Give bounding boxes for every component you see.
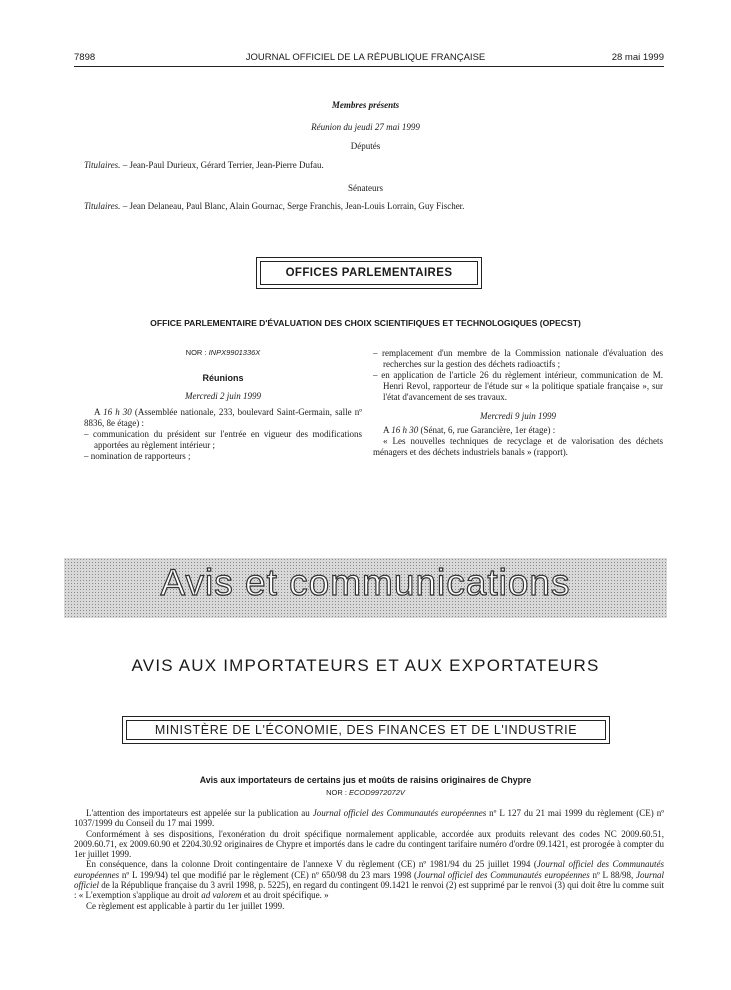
agenda-item-2: – nomination de rapporteurs ; <box>84 451 191 461</box>
agenda-item-1: – communication du président sur l'entrée en vigueur des modifications apportées au règlement intérieur ; <box>84 429 362 450</box>
deputes-line <box>84 160 324 171</box>
offices-box-title: OFFICES PARLEMENTAIRES <box>260 261 478 285</box>
opecst-title: OFFICE PARLEMENTAIRE D'ÉVALUATION DES CHOIX SCIENTIFIQUES ET TECHNOLOGIQUES (OPECST) <box>150 318 581 328</box>
notice-nor-label: NOR : <box>326 788 350 797</box>
avis-heading: AVIS AUX IMPORTATEURS ET AUX EXPORTATEURS <box>131 656 600 675</box>
reunion-2-time: 16 h 30 <box>391 425 419 435</box>
reunion-2-place: (Sénat, 6, rue Garancière, 1er étage) : <box>418 425 556 435</box>
reunion-date-1: Mercredi 2 juin 1999 <box>184 391 262 401</box>
senateurs-line <box>84 201 464 212</box>
notice-title: Avis aux importateurs de certains jus et moûts de raisins originaires de Chypre <box>199 775 532 785</box>
avis-banner <box>64 558 667 618</box>
journal-title: JOURNAL OFFICIEL DE LA RÉPUBLIQUE FRANÇAISE <box>245 52 486 63</box>
membres-title: Membres présents <box>331 100 400 110</box>
header-rule <box>74 66 664 67</box>
prefix-a-2: A <box>383 425 392 435</box>
reunion-date: Réunion du jeudi 27 mai 1999 <box>311 122 420 132</box>
notice-paragraph-1 <box>74 808 664 829</box>
notice-paragraph-3 <box>74 859 664 900</box>
prefix-a: A <box>94 407 104 417</box>
notice-nor <box>0 788 731 797</box>
ministry-box <box>122 716 610 744</box>
senateurs-heading: Sénateurs <box>348 183 383 193</box>
p1-text-c: nº L 127 du 21 mai 1999 du règlement (CE) nº 1037/1999 du Conseil du 17 mai 1999. <box>74 808 664 829</box>
offices-nor-label: NOR : <box>185 348 209 357</box>
avis-banner-title: Avis et communications <box>160 562 571 603</box>
agenda-item-4: – en application de l'article 26 du règlement intérieur, communication de M. Henri Revol, rapporteur de l'étude sur « la politique spatiale française », sur l'état d'avancement de ses travaux. <box>373 370 663 402</box>
offices-nor-value: INPX9901336X <box>208 348 261 357</box>
p3-ad-valorem: ad valorem <box>201 890 242 901</box>
agenda-item-3: – remplacement d'un membre de la Commission nationale d'évaluation des recherches sur la gestion des déchets radioactifs ; <box>373 348 663 369</box>
reunions-title: Réunions <box>202 373 244 383</box>
ministry-name: MINISTÈRE DE L'ÉCONOMIE, DES FINANCES ET DE L'INDUSTRIE <box>126 720 606 740</box>
offices-right-column <box>373 348 663 458</box>
p3-journal-ref-2: Journal officiel des Communautés européennes <box>416 869 590 880</box>
deputes-label: Titulaires. <box>84 160 121 170</box>
p3-text-i: et au droit spécifique. » <box>241 890 329 901</box>
p3-text-e: nº L 88/98, <box>589 869 636 880</box>
senateurs-label: Titulaires. <box>84 201 121 211</box>
p3-text-g: de la République française du 3 avril 1998, p. 5225), en regard du contingent 09.1421 le renvoi (2) est supprimé par le renvoi (3) qui doit être lu comme suit : « L'exemption s'applique au droit <box>74 880 664 901</box>
p3-journal-ref-3: Journal officiel <box>74 869 664 891</box>
deputes-names: – Jean-Paul Durieux, Gérard Terrier, Jean-Pierre Dufau. <box>120 160 324 170</box>
offices-left-column <box>84 348 362 462</box>
offices-nor <box>84 348 362 358</box>
deputes-heading: Députés <box>350 141 381 151</box>
offices-box <box>256 257 482 289</box>
p3-journal-ref-1: Journal officiel des Communautés européennes <box>74 859 664 880</box>
p1-journal-ref: Journal officiel des Communautés européennes <box>312 808 487 818</box>
reunion-1-time: 16 h 30 <box>103 407 132 417</box>
page-number: 7898 <box>74 52 96 63</box>
agenda-item-5: « Les nouvelles techniques de recyclage et de valorisation des déchets ménagers et des déchets industriels banals » (rapport). <box>373 436 663 457</box>
notice-paragraph-4: Ce règlement est applicable à partir du 1er juillet 1999. <box>86 900 285 911</box>
notice-paragraph-2: Conformément à ses dispositions, l'exonération du droit spécifique normalement applicable, accordée aux produits relevant des codes NC 2009.60.51, 2009.60.71, ex 2009.60.90 et 2204.30.92 originaires de Chypre et importés dans le cadre du contingent tarifaire numéro d'ordre 09.1421, est prorogée à compter du 1er juillet 1999. <box>74 828 664 860</box>
reunion-date-2: Mercredi 9 juin 1999 <box>479 411 557 421</box>
reunion-1-place: (Assemblée nationale, 233, boulevard Saint-Germain, salle nº 8836, 8e étage) : <box>84 407 362 428</box>
senateurs-names: – Jean Delaneau, Paul Blanc, Alain Gournac, Serge Franchis, Jean-Louis Lorrain, Guy Fischer. <box>120 201 465 211</box>
p3-text-a: En conséquence, dans la colonne Droit contingentaire de l'annexe V du règlement (CE) nº 1981/94 du 25 juillet 1994 ( <box>86 859 537 870</box>
reunion-2-location <box>373 425 663 436</box>
p3-text-c: nº L 199/94) tel que modifié par le règlement (CE) nº 650/98 du 23 mars 1998 ( <box>119 869 417 880</box>
notice-nor-value: ECOD9972072V <box>349 788 405 797</box>
reunion-1-location <box>84 407 362 429</box>
p1-text-a: L'attention des importateurs est appelée sur la publication au <box>86 808 313 818</box>
notice-body <box>74 808 664 911</box>
issue-date: 28 mai 1999 <box>611 52 664 63</box>
